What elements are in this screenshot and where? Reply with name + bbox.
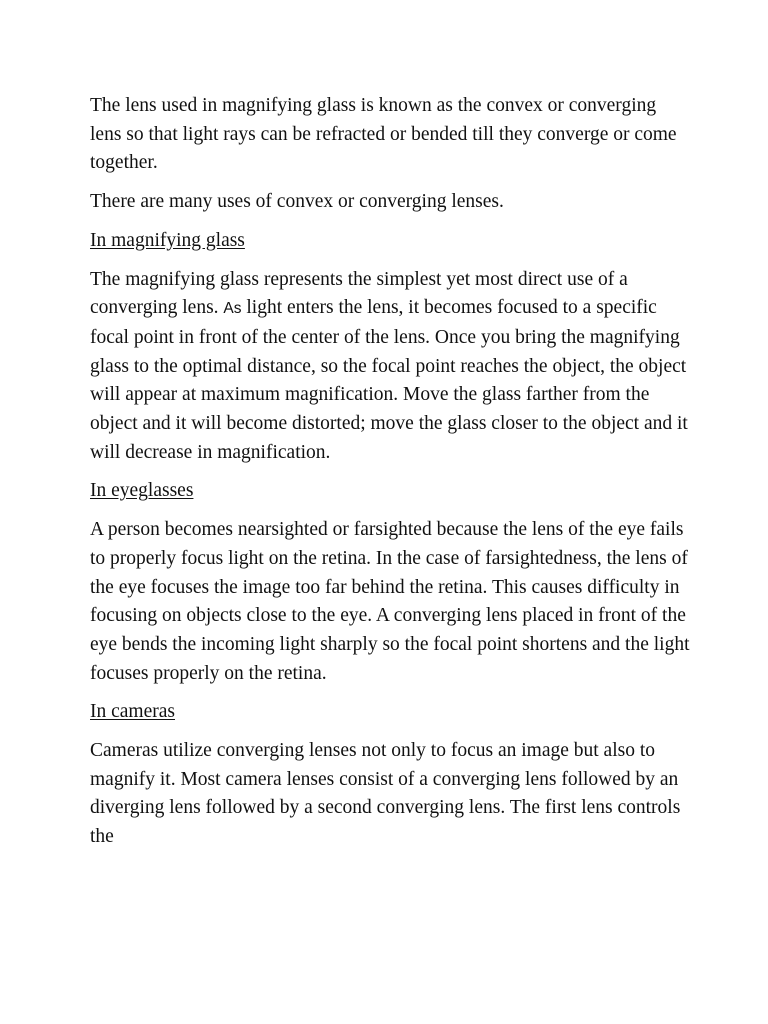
uses-paragraph: There are many uses of convex or converging lenses.	[90, 191, 504, 213]
magnifying-text-part1: The magnifying glass represents the simplest yet most direct use of a converging lens.	[90, 268, 628, 319]
magnifying-text-as: As	[223, 300, 242, 318]
eyeglasses-paragraph: A person becomes nearsighted or farsighted because the lens of the eye fails to properly focus light on the retina. In the case of farsightedness, the lens of the eye focuses the image too far behind the retina. This causes difficulty in focusing on objects close to the eye. A converging lens placed in front of the eye bends the incoming light sharply so the focal point shortens and the light focuses properly on the retina.	[90, 519, 690, 684]
magnifying-text-part2: light enters the lens, it becomes focused to a specific focal point in front of the center of the lens. Once you bring the magnifying glass to the optimal distance, so the focal point reaches the object, the object will appear at maximum magnification. Move the glass farther from the object and it will become distorted; move the glass closer to the object and it will decrease in magnification.	[90, 297, 688, 463]
magnifying-glass-heading: In magnifying glass	[90, 229, 245, 251]
intro-paragraph: The lens used in magnifying glass is known as the convex or converging lens so that light rays can be refracted or bended till they converge or come together.	[90, 95, 677, 174]
cameras-paragraph: Cameras utilize converging lenses not only to focus an image but also to magnify it. Most camera lenses consist of a converging lens followed by an diverging lens followed by a second converging lens. The first lens controls the	[90, 740, 681, 848]
cameras-heading: In cameras	[90, 701, 175, 723]
magnifying-glass-paragraph	[90, 266, 690, 468]
eyeglasses-heading: In eyeglasses	[90, 480, 194, 502]
document-page	[90, 92, 690, 862]
